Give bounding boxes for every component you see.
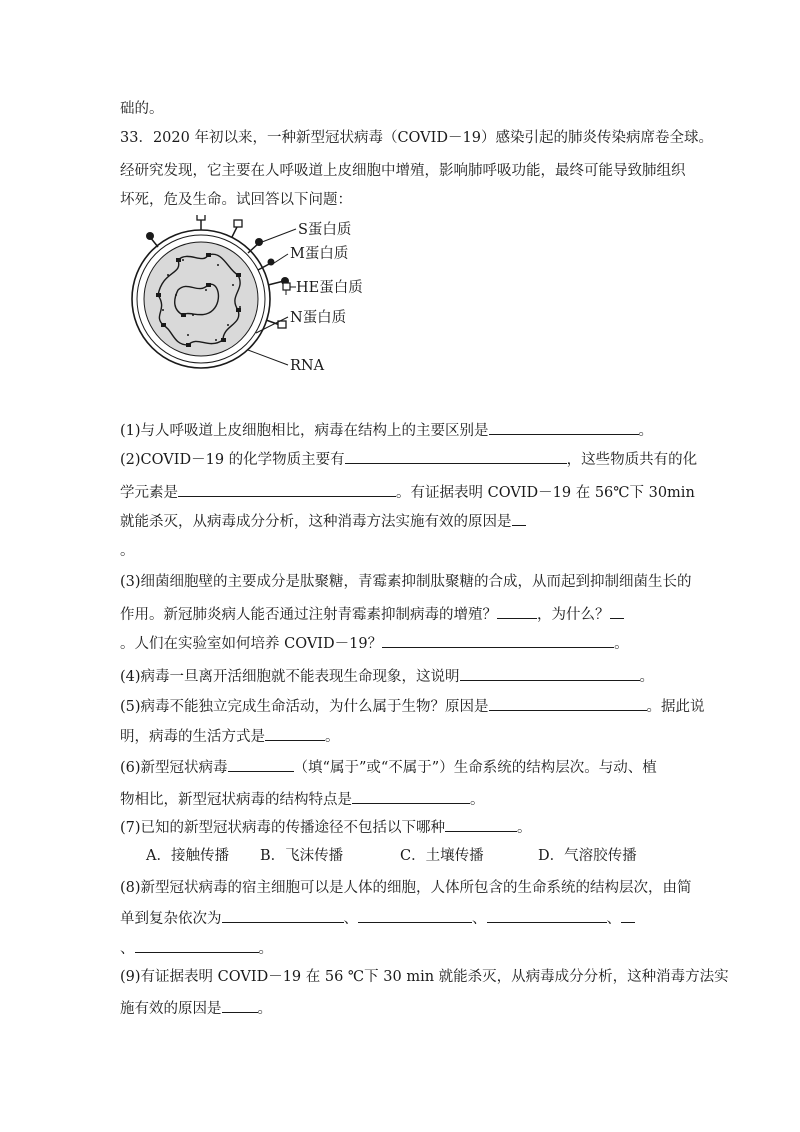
sub-question-6-line-2: 物相比，新型冠状病毒的结构特点是 。 <box>120 789 485 810</box>
sub-question-9-line-1: (9)有证据表明 COVID－19 在 56 ℃下 30 min 就能杀灭，从病毒成分分析，这种消毒方法实 <box>120 969 729 985</box>
he-protein-head <box>197 215 205 220</box>
virus-particle <box>132 215 289 368</box>
answer-blank[interactable] <box>265 726 325 741</box>
sub-question-9-line-2: 施有效的原因是 。 <box>120 998 272 1019</box>
sub-question-8-line-2: 单到复杂依次为 、 、 、 <box>120 908 635 929</box>
answer-blank[interactable] <box>497 604 537 619</box>
sub-question-2-line-3: 就能杀灭，从病毒成分分析，这种消毒方法实施有效的原因是 <box>120 511 526 532</box>
answer-blank[interactable] <box>610 604 624 619</box>
sub-question-4: (4)病毒一旦离开活细胞就不能表现生命现象，这说明 。 <box>120 666 654 687</box>
answer-blank[interactable] <box>228 757 294 772</box>
sub-question-3-line-1: (3)细菌细胞壁的主要成分是肽聚糖，青霉素抑制肽聚糖的合成，从而起到抑制细菌生长的 <box>120 574 692 590</box>
answer-blank[interactable] <box>621 908 635 923</box>
answer-blank[interactable] <box>358 908 472 923</box>
answer-options <box>146 846 666 866</box>
label-n-protein: N蛋白质 <box>290 310 347 326</box>
answer-blank[interactable] <box>222 998 258 1013</box>
option-d[interactable]: D．气溶胶传播 <box>538 848 637 864</box>
answer-blank[interactable] <box>489 420 639 435</box>
sub-question-7: (7)已知的新型冠状病毒的传播途径不包括以下哪种 。 <box>120 817 532 838</box>
question-33-intro-line-1: 33．2020 年初以来，一种新型冠状病毒（COVID－19）感染引起的肺炎传染病席卷全球。 <box>120 130 713 146</box>
label-rna: RNA <box>290 358 325 374</box>
sub-question-3-line-3: 。人们在实验室如何培养 COVID－19？ 。 <box>120 633 629 654</box>
label-m-protein: M蛋白质 <box>290 246 349 262</box>
sub-question-3-line-2: 作用。新冠肺炎病人能否通过注射青霉素抑制病毒的增殖？ ，为什么？ <box>120 604 624 625</box>
he-protein-head-3 <box>278 321 286 328</box>
he-leader <box>283 283 296 290</box>
answer-blank[interactable] <box>382 633 614 648</box>
sub-question-2-line-2: 学元素是 。有证据表明 COVID－19 在 56℃下 30min <box>120 482 695 503</box>
answer-blank[interactable] <box>345 449 567 464</box>
answer-blank[interactable] <box>460 666 640 681</box>
he-protein-head-2 <box>234 220 242 227</box>
virus-structure-diagram <box>128 215 408 385</box>
answer-blank[interactable] <box>135 938 259 953</box>
continued-text: 础的。 <box>120 101 164 117</box>
option-c[interactable]: C．土壤传播 <box>400 848 484 864</box>
sub-question-8-line-3: 、 。 <box>120 938 273 959</box>
option-a[interactable]: A．接触传播 <box>146 848 229 864</box>
sub-question-2-line-4: 。 <box>120 543 135 559</box>
answer-blank[interactable] <box>489 696 647 711</box>
sub-question-5-line-1: (5)病毒不能独立完成生命活动，为什么属于生物？原因是 。据此说 <box>120 696 705 717</box>
answer-blank[interactable] <box>222 908 344 923</box>
sub-question-2-line-1: (2)COVID－19 的化学物质主要有 ，这些物质共有的化 <box>120 449 697 470</box>
answer-blank[interactable] <box>487 908 607 923</box>
label-he-protein: HE蛋白质 <box>296 280 363 296</box>
sub-question-6-line-1: (6)新型冠状病毒 （填“属于”或“不属于”）生命系统的结构层次。与动、植 <box>120 757 657 778</box>
sub-question-1: (1)与人呼吸道上皮细胞相比，病毒在结构上的主要区别是 。 <box>120 420 653 441</box>
option-b[interactable]: B．飞沫传播 <box>260 848 344 864</box>
answer-blank[interactable] <box>445 817 517 832</box>
question-33-intro-line-3: 坏死，危及生命。试回答以下问题： <box>120 192 352 208</box>
sub-question-5-line-2: 明，病毒的生活方式是 。 <box>120 726 340 747</box>
question-33-intro-line-2: 经研究发现，它主要在人呼吸道上皮细胞中增殖，影响肺呼吸功能，最终可能导致肺组织 <box>120 163 686 179</box>
sub-question-8-line-1: (8)新型冠状病毒的宿主细胞可以是人体的细胞，人体所包含的生命系统的结构层次，由简 <box>120 880 692 896</box>
answer-blank[interactable] <box>512 511 526 526</box>
answer-blank[interactable] <box>178 482 396 497</box>
label-s-protein: S蛋白质 <box>298 222 352 238</box>
answer-blank[interactable] <box>352 789 470 804</box>
